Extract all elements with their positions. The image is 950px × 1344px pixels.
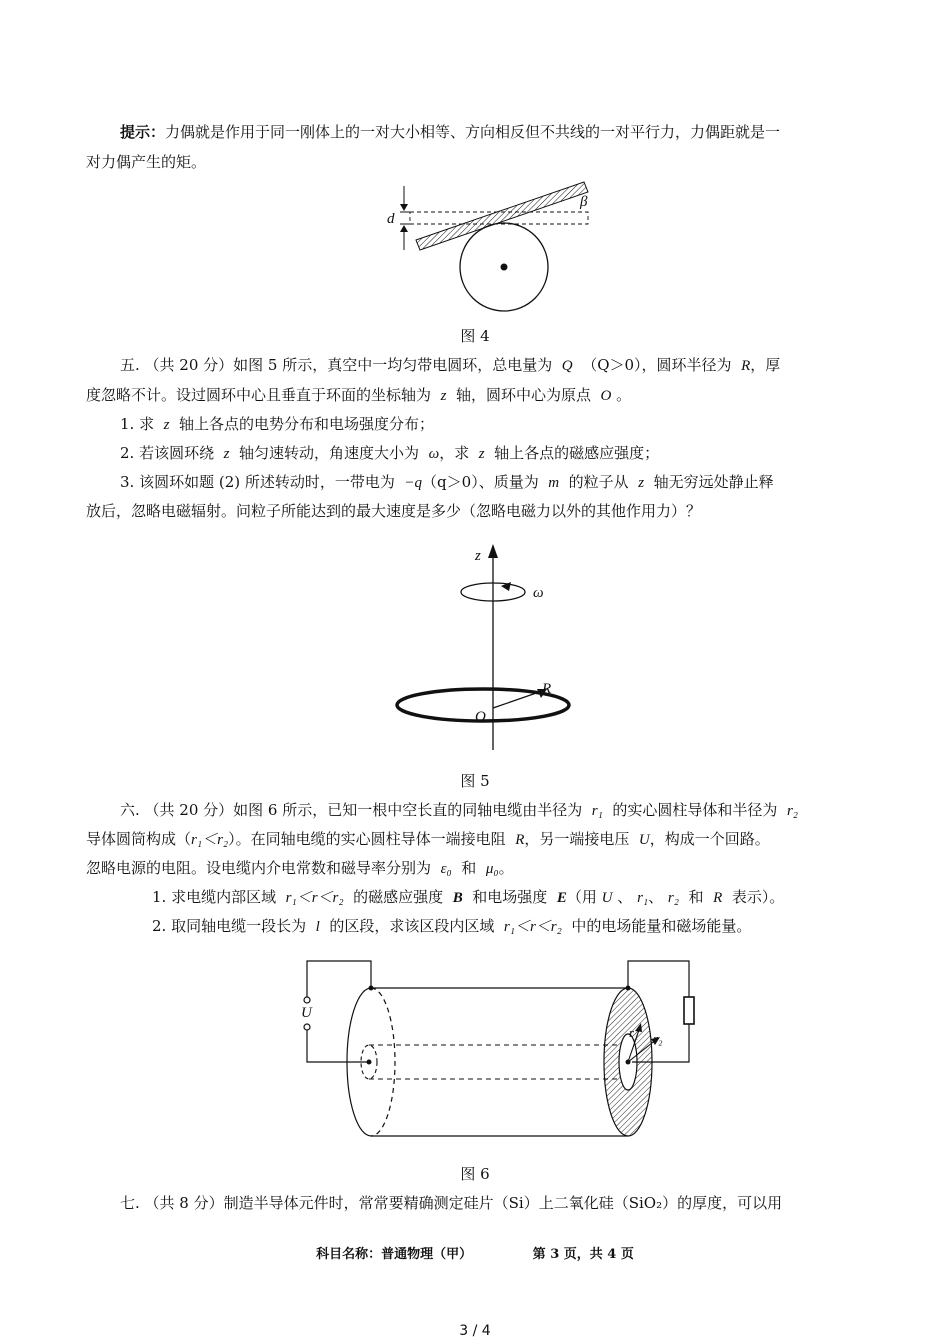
q7-line-1: 七. （共 8 分）制造半导体元件时，常常要精确测定硅片（Si）上二氧化硅（SiO₂）的厚度，可以用 — [120, 1194, 783, 1212]
fig4-label-beta: β — [580, 194, 588, 210]
fig5-label-z: z — [475, 548, 481, 564]
q6-line-3: 忽略电源的电阻。设电缆内介电常数和磁导率分别为 ε₀ 和 μ₀。 — [86, 859, 514, 877]
q6-line-1: 六. （共 20 分）如图 6 所示，已知一根中空长直的同轴电缆由半径为 r₁ 的实心圆柱导体和半径为 r₂ — [120, 801, 799, 819]
q5-line-2: 度忽略不计。设过圆环中心且垂直于环面的坐标轴为 z 轴，圆环中心为原点 O 。 — [86, 386, 632, 404]
figure-5 — [395, 540, 595, 755]
q5-item-3-cont: 放后，忽略电磁辐射。问粒子所能达到的最大速度是多少（忽略电磁力以外的其他作用力）？ — [86, 502, 702, 520]
resistor — [684, 997, 694, 1024]
page-indicator: 3 / 4 — [459, 1323, 491, 1339]
footer-page: 第 3 页，共 4 页 — [532, 1247, 634, 1262]
figure-4 — [380, 178, 600, 318]
page-footer — [0, 1243, 950, 1262]
hint-line-1: 提示：力偶就是作用于同一刚体上的一对大小相等、方向相反但不共线的一对平行力，力偶距就是一 — [120, 123, 781, 141]
q6-item-1: 1. 求电缆内部区域 r₁＜r＜r₂ 的磁感应强度 B 和电场强度 E（用 U 、 r₁、 r₂ 和 R 表示）。 — [152, 888, 785, 906]
fig5-caption: 图 5 — [460, 772, 490, 790]
disc-center-dot — [501, 264, 508, 271]
fig4-label-d: d — [387, 211, 395, 227]
fig4-caption: 图 4 — [460, 327, 490, 345]
figure-6 — [295, 955, 705, 1145]
fig6-caption: 图 6 — [460, 1165, 490, 1183]
fig5-label-R: R — [542, 681, 552, 697]
q5-item-1: 1. 求 z 轴上各点的电势分布和电场强度分布； — [120, 415, 435, 433]
left-wire-top — [307, 961, 371, 997]
q5-item-3: 3. 该圆环如题 (2) 所述转动时，一带电为 −q（q＞0）、质量为 m 的粒子从 z 轴无穷远处静止释 — [120, 473, 774, 491]
fig5-label-omega: ω — [533, 585, 544, 601]
radius-arrow — [493, 690, 545, 708]
q6-item-2: 2. 取同轴电缆一段长为 l 的区段，求该区段内区域 r₁＜r＜r₂ 中的电场能量和磁场能量。 — [152, 917, 752, 935]
fig5-label-O: O — [475, 709, 486, 725]
q6-line-2: 导体圆筒构成（r₁＜r₂）。在同轴电缆的实心圆柱导体一端接电阻 R，另一端接电压 U，构成一个回路。 — [86, 830, 770, 848]
left-wire-bottom — [307, 1030, 367, 1062]
right-wire — [628, 961, 689, 997]
q5-item-2: 2. 若该圆环绕 z 轴匀速转动，角速度大小为 ω，求 z 轴上各点的磁感应强度； — [120, 444, 660, 462]
hint-label: 提示： — [120, 123, 166, 141]
fig6-label-U: U — [301, 1005, 312, 1021]
hint-line-2: 对力偶产生的矩。 — [86, 153, 207, 171]
fig6-label-r1: r₁ — [629, 1025, 639, 1040]
footer-subject: 科目名称：普通物理（甲） — [316, 1247, 473, 1262]
fig6-label-r2: r₂ — [653, 1031, 663, 1046]
rod — [416, 182, 588, 250]
q5-line-1: 五. （共 20 分）如图 5 所示，真空中一均匀带电圆环，总电量为 Q （Q＞0），圆环半径为 R，厚 — [120, 356, 781, 374]
